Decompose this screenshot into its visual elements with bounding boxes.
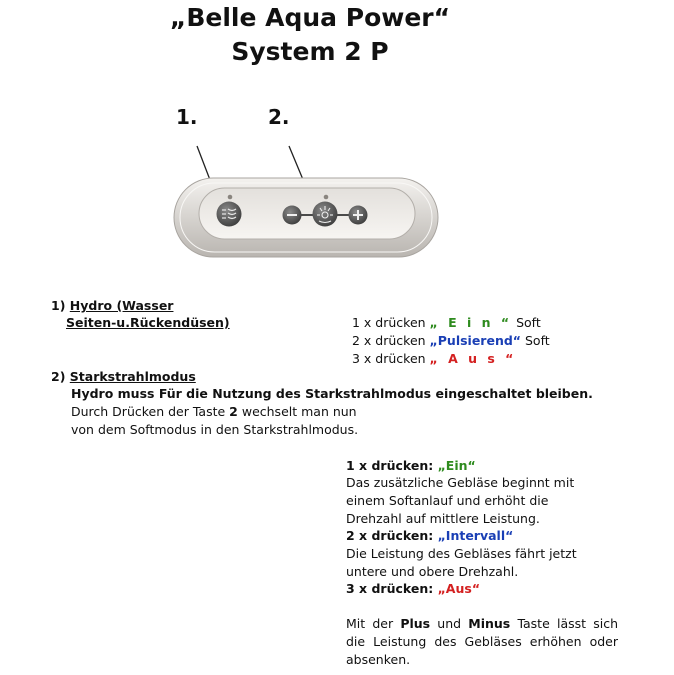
section-1-number: 1)	[51, 298, 66, 313]
label-1: 1.	[176, 105, 198, 129]
detail-1-text: Das zusätzliche Gebläse beginnt mit einem Softanlauf und erhöht die Drehzahl auf mittlere Leistung.	[346, 475, 575, 526]
detail-2-text: Die Leistung des Gebläses fährt jetzt untere und obere Drehzahl.	[346, 546, 577, 579]
section-2-heading	[51, 368, 196, 386]
section-2-line-2: Durch Drücken der Taste 2 wechselt man nun	[71, 404, 357, 419]
hydro-row-1: 1 x drücken „ E i n “ Soft	[352, 315, 541, 330]
section-1-heading	[51, 297, 173, 315]
state-ein: „ E i n “	[429, 315, 513, 330]
control-panel-illustration	[0, 0, 674, 300]
led-1	[228, 195, 233, 200]
detail-1-heading: 1 x drücken: „Ein“	[346, 458, 476, 473]
section-1-title-a: Hydro (Wasser	[69, 298, 174, 313]
state-pulsierend: „Pulsierend“	[429, 333, 522, 348]
section-2-line-3: von dem Softmodus in den Starkstrahlmodus.	[71, 422, 359, 437]
led-2	[324, 195, 329, 200]
hydro-row-2: 2 x drücken „Pulsierend“ Soft	[352, 333, 550, 348]
section-2-bold-line: Hydro muss Für die Nutzung des Starkstrahlmodus eingeschaltet bleiben.	[71, 386, 593, 401]
hydro-row-3: 3 x drücken „ A u s “	[352, 351, 517, 366]
section-1-title-b: Seiten-u.Rückendüsen)	[66, 315, 230, 330]
state-aus: „ A u s “	[429, 351, 517, 366]
detail-final-text: Mit der Plus und Minus Taste lässt sich die Leistung des Gebläses erhöhen oder absenken.	[346, 616, 618, 667]
detail-2-heading: 2 x drücken: „Intervall“	[346, 528, 514, 543]
detail-3-heading: 3 x drücken: „Aus“	[346, 581, 481, 596]
title-line-1: „Belle Aqua Power“	[169, 3, 451, 32]
label-2: 2.	[268, 105, 290, 129]
section-2-number: 2)	[51, 369, 66, 384]
section-2-title: Starkstrahlmodus	[69, 369, 196, 384]
title-line-2: System 2 P	[231, 37, 389, 66]
